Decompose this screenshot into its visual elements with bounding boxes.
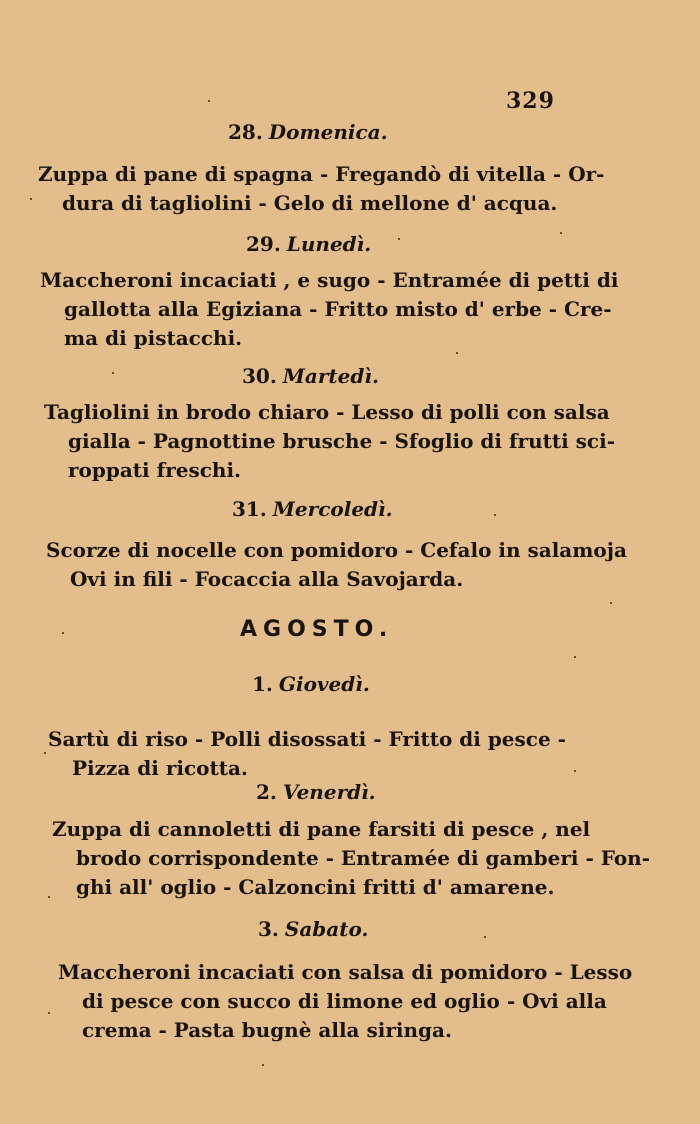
menu-line: Tagliolini in brodo chiaro - Lesso di polli con salsa xyxy=(44,400,610,424)
day-heading-aug-2 xyxy=(256,780,376,804)
day-name: Giovedì. xyxy=(278,672,370,696)
menu-entry-aug-1 xyxy=(48,725,566,783)
menu-line: Maccheroni incaciati , e sugo - Entramée di petti di xyxy=(40,268,619,292)
day-heading-aug-1 xyxy=(252,672,370,696)
paper-speck xyxy=(560,232,562,234)
day-heading-30 xyxy=(242,364,379,388)
paper-speck xyxy=(610,602,612,604)
paper-speck xyxy=(30,198,32,200)
menu-line: Maccheroni incaciati con salsa di pomidoro - Lesso xyxy=(58,960,633,984)
menu-line: gialla - Pagnottine brusche - Sfoglio di frutti sci- xyxy=(68,429,616,453)
menu-line: ma di pistacchi. xyxy=(64,326,243,350)
paper-speck xyxy=(48,1012,50,1014)
paper-speck xyxy=(484,936,486,938)
day-heading-31 xyxy=(232,497,393,521)
menu-line: ghi all' oglio - Calzoncini fritti d' amarene. xyxy=(76,875,555,899)
section-title: AGOSTO. xyxy=(240,617,394,642)
day-name: Mercoledì. xyxy=(272,497,393,521)
day-number: 3. xyxy=(258,917,279,941)
paper-speck xyxy=(44,752,46,754)
menu-line: roppati freschi. xyxy=(68,458,242,482)
paper-speck xyxy=(574,656,576,658)
day-number: 30. xyxy=(242,364,277,388)
day-name: Martedì. xyxy=(282,364,379,388)
paper-speck xyxy=(262,1064,264,1066)
paper-speck xyxy=(456,352,458,354)
paper-speck xyxy=(208,100,210,102)
menu-line: Ovi in fili - Focaccia alla Savojarda. xyxy=(70,567,464,591)
menu-entry-aug-3 xyxy=(58,958,632,1045)
day-name: Domenica. xyxy=(268,120,388,144)
paper-speck xyxy=(494,514,496,516)
menu-line: brodo corrispondente - Entramée di gamberi - Fon- xyxy=(76,846,651,870)
day-number: 29. xyxy=(246,232,281,256)
menu-line: Pizza di ricotta. xyxy=(72,756,248,780)
menu-line: Scorze di nocelle con pomidoro - Cefalo in salamoja xyxy=(46,538,627,562)
day-name: Lunedì. xyxy=(286,232,372,256)
paper-speck xyxy=(112,372,114,374)
paper-speck xyxy=(574,770,576,772)
menu-line: dura di tagliolini - Gelo di mellone d' acqua. xyxy=(62,191,558,215)
menu-entry-28 xyxy=(38,160,604,218)
menu-entry-aug-2 xyxy=(52,815,650,902)
menu-entry-29 xyxy=(40,266,618,353)
paper-speck xyxy=(62,632,64,634)
day-number: 28. xyxy=(228,120,263,144)
day-number: 2. xyxy=(256,780,277,804)
paper-speck xyxy=(48,896,50,898)
day-name: Sabato. xyxy=(284,917,369,941)
menu-line: di pesce con succo di limone ed oglio - Ovi alla xyxy=(82,989,607,1013)
menu-line: gallotta alla Egiziana - Fritto misto d' erbe - Cre- xyxy=(64,297,612,321)
day-heading-aug-3 xyxy=(258,917,368,941)
day-number: 1. xyxy=(252,672,273,696)
menu-line: crema - Pasta bugnè alla siringa. xyxy=(82,1018,452,1042)
menu-line: Zuppa di cannoletti di pane farsiti di pesce , nel xyxy=(52,817,591,841)
menu-entry-30 xyxy=(44,398,615,485)
day-number: 31. xyxy=(232,497,267,521)
menu-line: Sartù di riso - Polli disossati - Fritto di pesce - xyxy=(48,727,566,751)
day-heading-28 xyxy=(228,120,388,144)
day-name: Venerdì. xyxy=(282,780,376,804)
paper-speck xyxy=(398,238,400,240)
day-heading-29 xyxy=(246,232,371,256)
menu-entry-31 xyxy=(46,536,627,594)
page-number: 329 xyxy=(506,88,555,114)
menu-line: Zuppa di pane di spagna - Fregandò di vitella - Or- xyxy=(38,162,605,186)
